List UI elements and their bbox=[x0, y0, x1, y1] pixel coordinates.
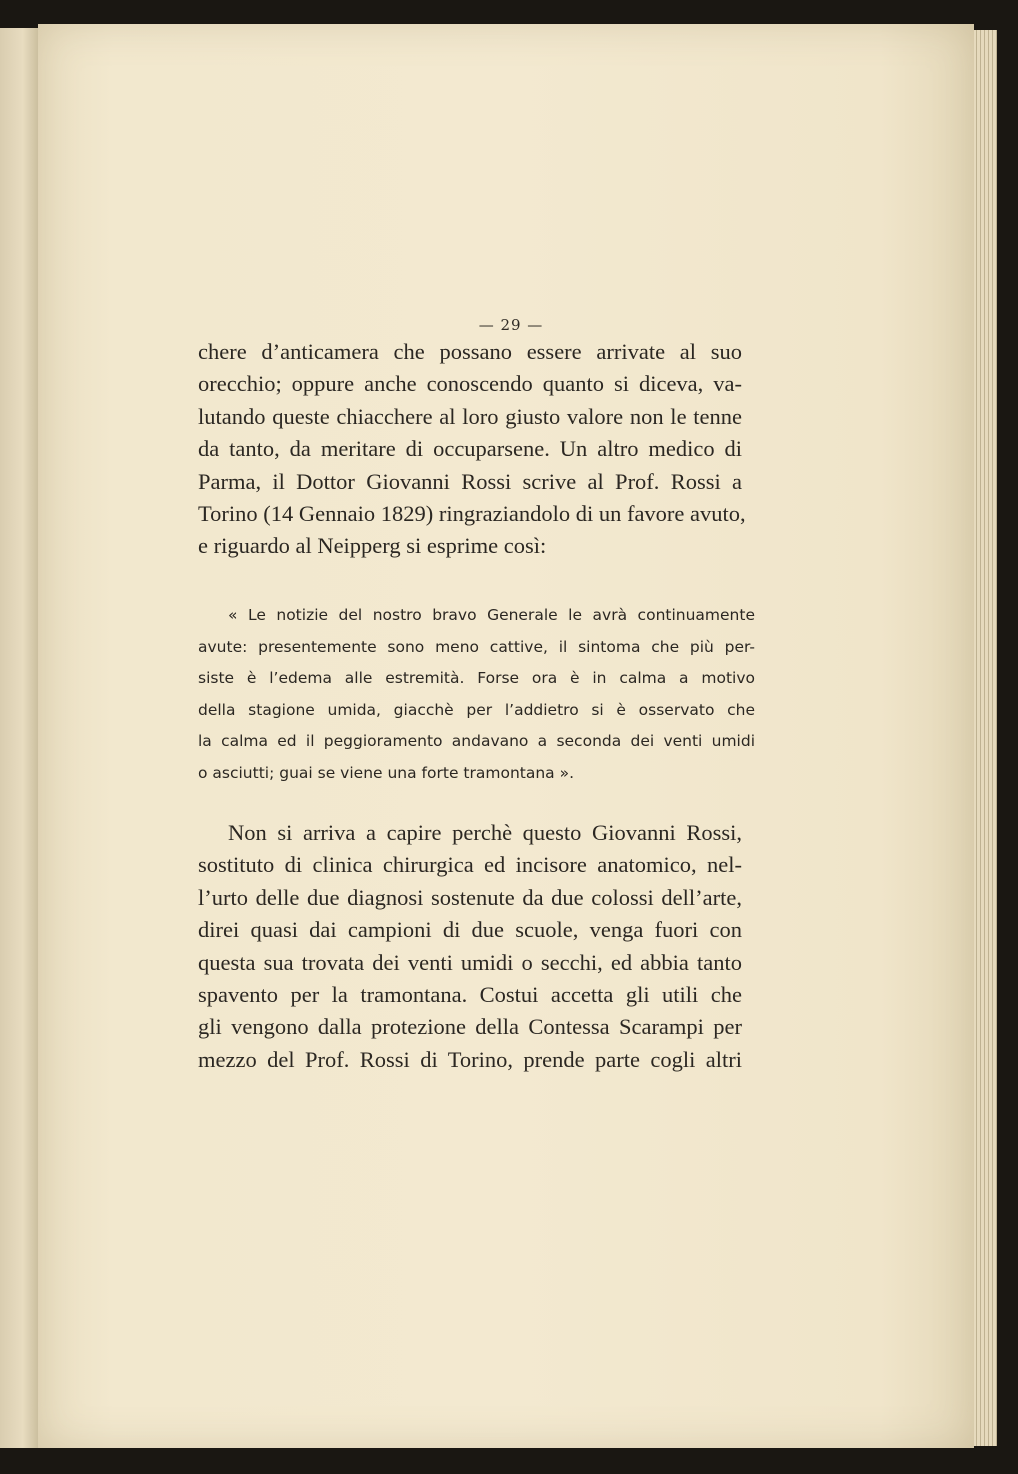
text-line: direi quasi dai campioni di due scuole, venga fuori con bbox=[198, 917, 742, 943]
text-line: Non si arriva a capire perchè questo Giovanni Rossi, bbox=[228, 820, 742, 845]
text-line: e riguardo al Neipperg si esprime così: bbox=[198, 533, 547, 559]
text-line: questa sua trovata dei venti umidi o secchi, ed abbia tanto bbox=[198, 949, 742, 975]
text-line: da tanto, da meritare di occuparsene. Un altro medico di bbox=[198, 436, 742, 462]
text-line: Parma, il Dottor Giovanni Rossi scrive al Prof. Rossi a bbox=[198, 468, 742, 494]
text-line: Torino (14 Gennaio 1829) ringraziandolo di un favore avuto, bbox=[198, 500, 746, 526]
quote-line: della stagione umida, giacchè per l’addietro si è osservato che bbox=[198, 700, 755, 719]
text-line: chere d’anticamera che possano essere arrivate al suo bbox=[198, 339, 742, 364]
quote-line: avute: presentemente sono meno cattive, il sintoma che più per- bbox=[198, 637, 755, 656]
paragraph bbox=[198, 817, 742, 1076]
quote-line: « Le notizie del nostro bravo Generale le avrà continuamente bbox=[228, 606, 755, 624]
left-page-edge bbox=[0, 28, 39, 1448]
text-line: gli vengono dalla protezione della Contessa Scarampi per bbox=[198, 1014, 742, 1040]
quote-line: la calma ed il peggioramento andavano a seconda dei venti umidi bbox=[198, 732, 755, 750]
text-line: orecchio; oppure anche conoscendo quanto si diceva, va- bbox=[198, 371, 742, 397]
text-line: l’urto delle due diagnosi sostenute da due colossi dell’arte, bbox=[198, 884, 742, 910]
paragraph-continuation bbox=[198, 336, 746, 563]
page-number: — 29 — bbox=[478, 316, 544, 334]
quote-line: siste è l’edema alle estremità. Forse ora è in calma a motivo bbox=[198, 669, 755, 687]
text-line: spavento per la tramontana. Costui accetta gli utili che bbox=[198, 981, 742, 1007]
text-line: lutando queste chiacchere al loro giusto valore non le tenne bbox=[198, 403, 742, 429]
block-quote bbox=[198, 600, 755, 789]
text-line: sostituto di clinica chirurgica ed incisore anatomico, nel- bbox=[198, 852, 742, 878]
quote-line: o asciutti; guai se viene una forte tramontana ». bbox=[198, 763, 574, 782]
book-page bbox=[38, 24, 974, 1448]
text-line: mezzo del Prof. Rossi di Torino, prende parte cogli altri bbox=[198, 1046, 742, 1072]
